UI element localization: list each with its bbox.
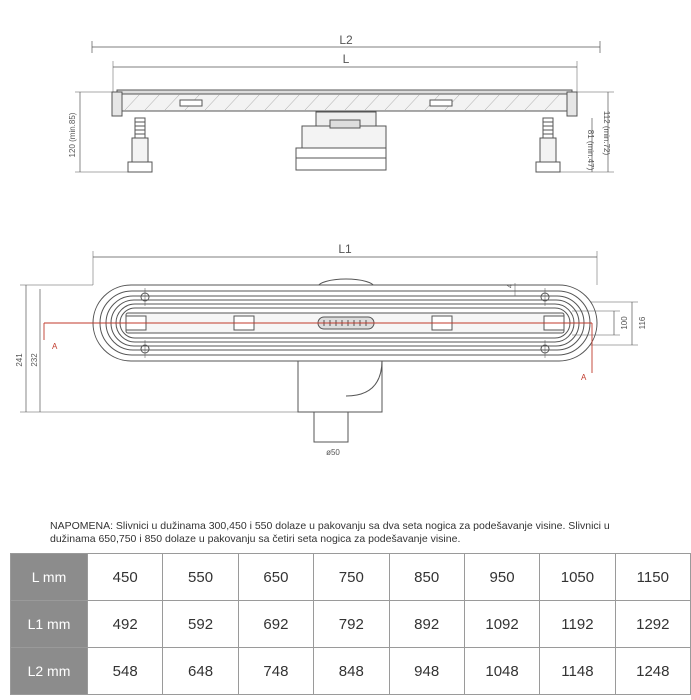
table-row <box>11 648 691 695</box>
leg-right <box>536 118 560 172</box>
row-header: L mm <box>11 554 88 601</box>
table-cell: 1048 <box>464 648 539 695</box>
top-height-inner-label: 232 <box>30 353 39 367</box>
table-cell: 850 <box>389 554 464 601</box>
end-cap-right <box>567 92 577 116</box>
top-l1-label: L1 <box>338 242 352 256</box>
table-row <box>11 554 691 601</box>
section-label-left: A <box>52 342 58 351</box>
side-height-left-label: 120 (min.85) <box>68 112 77 158</box>
row-header: L2 mm <box>11 648 88 695</box>
table-cell: 650 <box>238 554 313 601</box>
table-cell: 1192 <box>540 601 615 648</box>
top-width-inner-label: 100 <box>620 316 629 330</box>
table-row <box>11 601 691 648</box>
table-cell: 892 <box>389 601 464 648</box>
top-width-outer-label: 116 <box>638 316 647 330</box>
table-cell: 1148 <box>540 648 615 695</box>
outlet-pipe <box>314 412 348 442</box>
table-cell: 848 <box>314 648 389 695</box>
table-cell: 592 <box>163 601 238 648</box>
table-cell: 1248 <box>615 648 690 695</box>
top-height-outer-label: 241 <box>15 353 24 367</box>
table-cell: 1050 <box>540 554 615 601</box>
package-note: NAPOMENA: Slivnici u dužinama 300,450 i 550 dolaze u pakovanju sa dva seta nogica za podešavanje visine. Slivnici u dužinama 650,750 i 850 dolaze u pakovanju sa četiri seta nogica za podešavanje visine. <box>50 520 610 545</box>
side-l2-label: L2 <box>339 33 353 47</box>
table-cell: 1150 <box>615 554 690 601</box>
outlet-diameter-label: ø50 <box>326 448 340 457</box>
table-cell: 748 <box>238 648 313 695</box>
leg-left <box>128 118 152 172</box>
table-cell: 948 <box>389 648 464 695</box>
end-cap-left <box>112 92 122 116</box>
table-cell: 648 <box>163 648 238 695</box>
table-cell: 950 <box>464 554 539 601</box>
table-cell: 450 <box>88 554 163 601</box>
table-cell: 492 <box>88 601 163 648</box>
section-label-right: A <box>581 373 587 382</box>
side-l-label: L <box>342 52 350 66</box>
dimensions-table <box>10 553 691 695</box>
top-dim-small-label: 4 <box>507 284 514 288</box>
table-cell: 750 <box>314 554 389 601</box>
table-cell: 792 <box>314 601 389 648</box>
top-view <box>20 251 638 442</box>
table-cell: 550 <box>163 554 238 601</box>
table-cell: 692 <box>238 601 313 648</box>
row-header: L1 mm <box>11 601 88 648</box>
side-height-right-label: 112 (min.72) <box>602 110 611 156</box>
table-cell: 1092 <box>464 601 539 648</box>
table-cell: 1292 <box>615 601 690 648</box>
table-cell: 548 <box>88 648 163 695</box>
side-leg-right-label: 81 (min.47) <box>586 129 595 171</box>
